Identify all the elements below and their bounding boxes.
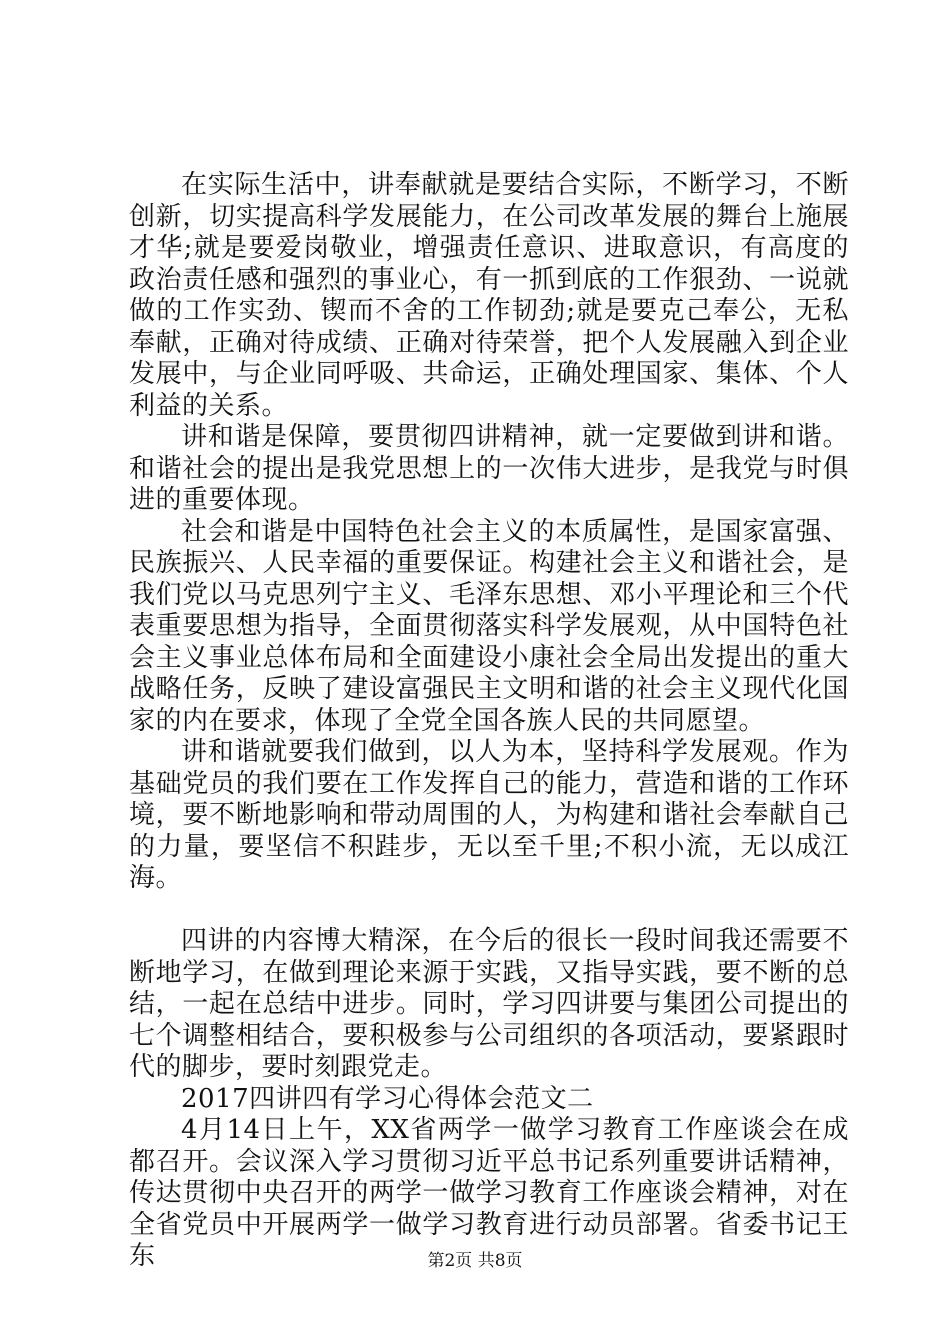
document-body xyxy=(129,170,849,1273)
paragraph-four-talks-content: 四讲的内容博大精深，在今后的很长一段时间我还需要不断地学习，在做到理论来源于实践，又指导实践，要不断的总结，一起在总结中进步。同时，学习四讲要与集团公司提出的七个调整相结合，要积极参与公司组织的各项活动，要紧跟时代的脚步，要时刻跟党走。 xyxy=(129,926,849,1082)
section-heading: 2017四讲四有学习心得体会范文二 xyxy=(181,1083,594,1114)
paragraph-harmony-guarantee: 讲和谐是保障，要贯彻四讲精神，就一定要做到讲和谐。和谐社会的提出是我党思想上的一次伟大进步，是我党与时俱进的重要体现。 xyxy=(129,422,849,515)
blank-line xyxy=(129,895,849,927)
paragraph-social-harmony: 社会和谐是中国特色社会主义的本质属性，是国家富强、民族振兴、人民幸福的重要保证。构建社会主义和谐社会，是我们党以马克思列宁主义、毛泽东思想、邓小平理论和三个代表重要思想为指导，全面贯彻落实科学发展观，从中国特色社会主义事业总体布局和全面建设小康社会全局出发提出的重大战略任务，反映了建设富强民主文明和谐的社会主义现代化国家的内在要求，体现了全党全国各族人民的共同愿望。 xyxy=(129,516,849,736)
page-footer: 第2页 共8页 xyxy=(427,1251,523,1271)
paragraph-dedication: 在实际生活中，讲奉献就是要结合实际，不断学习，不断创新，切实提高科学发展能力，在公司改革发展的舞台上施展才华;就是要爱岗敬业，增强责任意识、进取意识，有高度的政治责任感和强烈的事业心，有一抓到底的工作狠劲、一说就做的工作实劲、锲而不舍的工作韧劲;就是要克己奉公，无私奉献，正确对待成绩、正确对待荣誉，把个人发展融入到企业发展中，与企业同呼吸、共命运，正确处理国家、集体、个人利益的关系。 xyxy=(129,170,849,421)
paragraph-people-oriented: 讲和谐就要我们做到，以人为本，坚持科学发展观。作为基础党员的我们要在工作发挥自己的能力，营造和谐的工作环境，要不断地影响和带动周围的人，为构建和谐社会奉献自己的力量，要坚信不积跬步，无以至千里;不积小流，无以成江海。 xyxy=(129,737,849,893)
paragraph-meeting-report: 4月14日上午，XX省两学一做学习教育工作座谈会在成都召开。会议深入学习贯彻习近平总书记系列重要讲话精神，传达贯彻中央召开的两学一做学习教育工作座谈会精神，对在全省党员中开展两学一做学习教育进行动员部署。省委书记王东 xyxy=(129,1115,849,1271)
